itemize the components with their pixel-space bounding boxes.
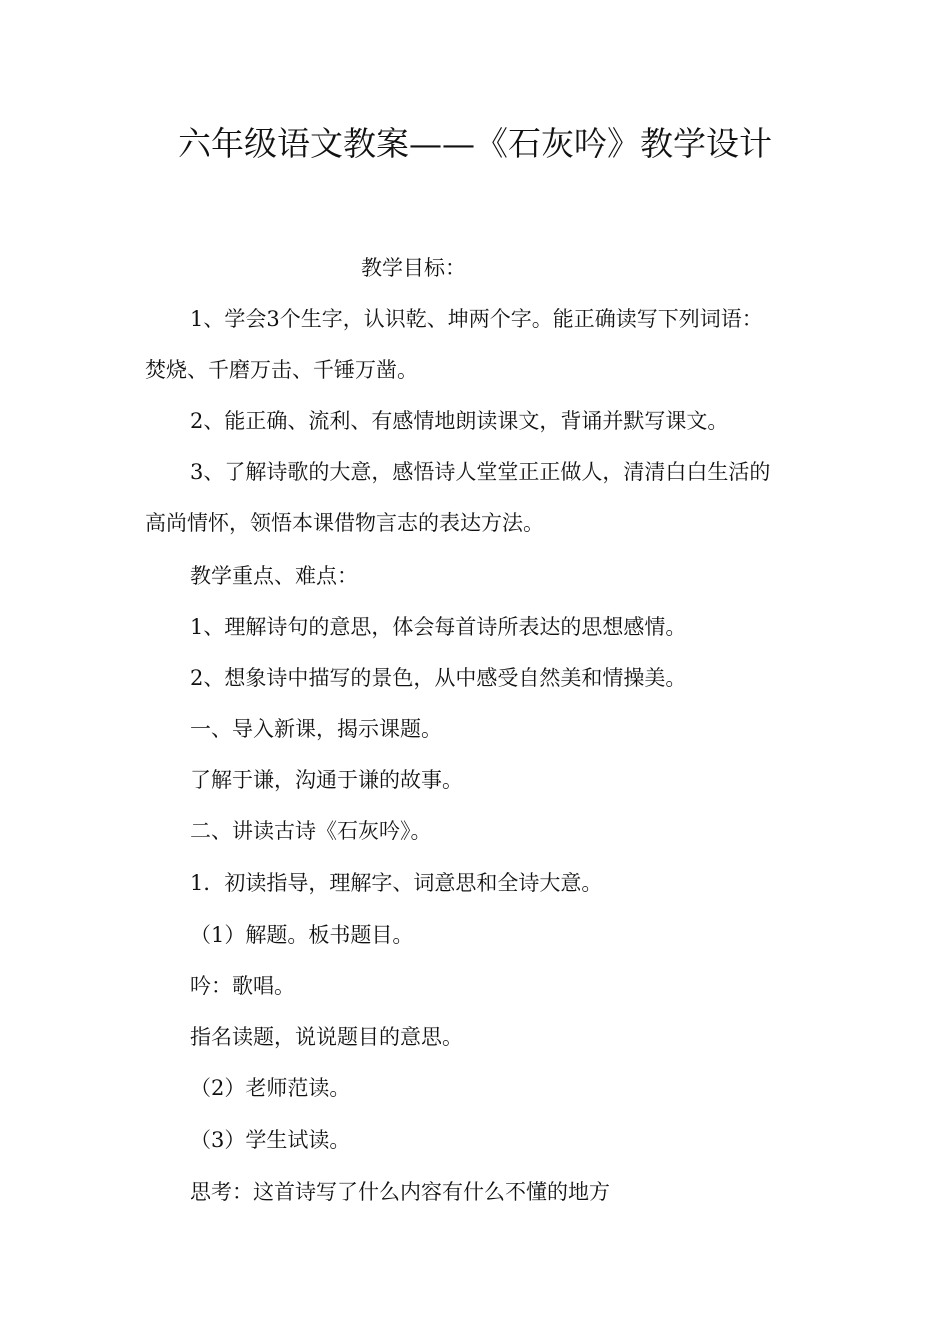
paragraph-line: 了解于谦，沟通于谦的故事。 <box>190 768 463 792</box>
paragraph-line: 指名读题，说说题目的意思。 <box>190 1025 463 1049</box>
paragraph-line: 焚烧、千磨万击、千锤万凿。 <box>145 358 418 382</box>
paragraph-line: 2、能正确、流利、有感情地朗读课文，背诵并默写课文。 <box>190 409 729 433</box>
paragraph-line: 1．初读指导，理解字、词意思和全诗大意。 <box>190 871 603 895</box>
paragraph-line: 1、学会3个生字，认识乾、坤两个字。能正确读写下列词语： <box>190 307 763 331</box>
paragraph-line: 1、理解诗句的意思，体会每首诗所表达的思想感情。 <box>190 615 687 639</box>
section-heading-key-points: 教学重点、难点： <box>190 564 358 588</box>
paragraph-line: 3、了解诗歌的大意，感悟诗人堂堂正正做人，清清白白生活的 <box>190 460 771 484</box>
document-title: 六年级语文教案——《石灰吟》教学设计 <box>178 124 772 163</box>
paragraph-line: 吟：歌唱。 <box>190 974 295 998</box>
section-heading: 二、讲读古诗《石灰吟》。 <box>190 819 432 843</box>
section-heading-objectives: 教学目标： <box>361 256 466 280</box>
paragraph-line: （3）学生试读。 <box>190 1128 351 1152</box>
paragraph-line: 思考：这首诗写了什么内容有什么不懂的地方 <box>190 1180 610 1204</box>
section-heading: 一、导入新课，揭示课题。 <box>190 717 442 741</box>
paragraph-line: （2）老师范读。 <box>190 1076 351 1100</box>
paragraph-line: （1）解题。板书题目。 <box>190 923 414 947</box>
paragraph-line: 高尚情怀，领悟本课借物言志的表达方法。 <box>145 511 544 535</box>
paragraph-line: 2、想象诗中描写的景色，从中感受自然美和情操美。 <box>190 666 687 690</box>
